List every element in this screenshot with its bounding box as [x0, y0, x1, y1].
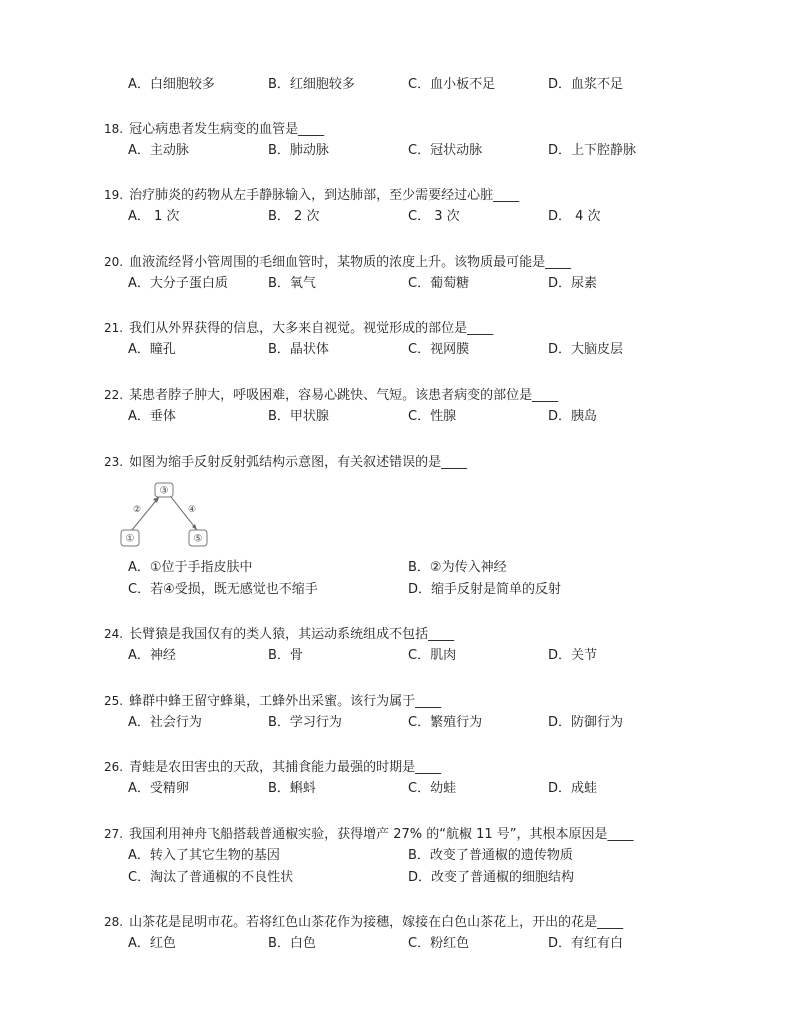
option-d[interactable]: D．关节 — [548, 648, 598, 663]
option-b[interactable]: B．晶状体 — [268, 342, 329, 357]
option-a[interactable]: A．主动脉 — [128, 143, 189, 158]
question-text: 冠心病患者发生病变的血管是____ — [129, 122, 325, 137]
question-stem — [104, 758, 441, 777]
edge-4-label: ④ — [187, 505, 197, 515]
question-stem — [104, 253, 571, 272]
option-d[interactable]: D． 4 次 — [548, 209, 601, 224]
question-stem — [104, 386, 558, 405]
question-number: 26. — [104, 760, 124, 774]
option-b[interactable]: B． 2 次 — [268, 209, 320, 224]
reflex-arc-diagram — [115, 480, 215, 552]
option-c[interactable]: C．性腺 — [408, 409, 457, 424]
question-number: 21. — [104, 321, 124, 335]
option-d[interactable]: D．改变了普通椒的细胞结构 — [408, 870, 575, 885]
question-stem — [104, 625, 454, 644]
question-number: 22. — [104, 388, 124, 402]
question-number: 19. — [104, 188, 124, 202]
option-b[interactable]: B．肺动脉 — [268, 143, 329, 158]
option-b[interactable]: B．甲状腺 — [268, 409, 329, 424]
node-3-label: ③ — [159, 485, 169, 497]
option-d[interactable]: D．成蛙 — [548, 781, 598, 796]
option-a[interactable]: A．瞳孔 — [128, 342, 176, 357]
option-c[interactable]: C．血小板不足 — [408, 77, 496, 92]
edge-2-label: ② — [132, 505, 142, 515]
question-number: 28. — [104, 915, 124, 929]
option-d[interactable]: D．大脑皮层 — [548, 342, 624, 357]
question-text: 血液流经肾小管周围的毛细血管时，某物质的浓度上升。该物质最可能是____ — [129, 255, 572, 270]
option-a[interactable]: A．大分子蛋白质 — [128, 276, 228, 291]
option-c[interactable]: C．葡萄糖 — [408, 276, 470, 291]
option-d[interactable]: D．血浆不足 — [548, 77, 624, 92]
option-d[interactable]: D．胰岛 — [548, 409, 598, 424]
option-c[interactable]: C．幼蛙 — [408, 781, 457, 796]
node-5-label: ⑤ — [193, 533, 203, 545]
question-number: 24. — [104, 627, 124, 641]
option-b[interactable]: B．学习行为 — [268, 715, 342, 730]
question-number: 27. — [104, 827, 124, 841]
option-d[interactable]: D．上下腔静脉 — [548, 143, 637, 158]
option-c[interactable]: C．繁殖行为 — [408, 715, 483, 730]
option-a[interactable]: A． 1 次 — [128, 209, 180, 224]
node-5 — [189, 530, 207, 546]
question-stem — [104, 453, 467, 472]
question-text: 我国利用神舟飞船搭载普通椒实验，获得增产 27% 的“航椒 11 号”，其根本原因是____ — [129, 827, 634, 842]
question-text: 蜂群中蜂王留守蜂巢，工蜂外出采蜜。该行为属于____ — [129, 694, 442, 709]
option-a[interactable]: A．受精卵 — [128, 781, 189, 796]
option-b[interactable]: B．②为传入神经 — [408, 560, 507, 575]
option-c[interactable]: C．粉红色 — [408, 936, 470, 951]
option-a[interactable]: A．红色 — [128, 936, 176, 951]
option-a[interactable]: A．①位于手指皮肤中 — [128, 560, 253, 575]
question-stem — [104, 120, 324, 139]
option-d[interactable]: D．缩手反射是简单的反射 — [408, 582, 562, 597]
option-a[interactable]: A．转入了其它生物的基因 — [128, 848, 280, 863]
option-a[interactable]: A．垂体 — [128, 409, 176, 424]
option-a[interactable]: A．社会行为 — [128, 715, 202, 730]
question-number: 18. — [104, 122, 124, 136]
option-d[interactable]: D．防御行为 — [548, 715, 624, 730]
question-text: 山茶花是昆明市花。若将红色山茶花作为接穗，嫁接在白色山茶花上，开出的花是____ — [129, 915, 624, 930]
option-d[interactable]: D．有红有白 — [548, 936, 624, 951]
option-d[interactable]: D．尿素 — [548, 276, 598, 291]
question-text: 青蛙是农田害虫的天敌，其捕食能力最强的时期是____ — [129, 760, 442, 775]
node-1 — [121, 530, 139, 546]
option-c[interactable]: C．若④受损，既无感觉也不缩手 — [128, 582, 318, 597]
question-number: 23. — [104, 455, 124, 469]
option-b[interactable]: B．改变了普通椒的遗传物质 — [408, 848, 573, 863]
question-stem — [104, 692, 441, 711]
option-c[interactable]: C． 3 次 — [408, 209, 460, 224]
option-b[interactable]: B．骨 — [268, 648, 303, 663]
question-text: 治疗肺炎的药物从左手静脉输入，到达肺部，至少需要经过心脏____ — [129, 188, 520, 203]
question-stem — [104, 186, 519, 205]
question-number: 20. — [104, 255, 124, 269]
option-b[interactable]: B．白色 — [268, 936, 316, 951]
question-stem — [104, 319, 493, 338]
option-b[interactable]: B．蝌蚪 — [268, 781, 316, 796]
question-stem — [104, 825, 634, 844]
question-text: 我们从外界获得的信息，大多来自视觉。视觉形成的部位是____ — [129, 321, 494, 336]
option-c[interactable]: C．肌肉 — [408, 648, 457, 663]
option-c[interactable]: C．视网膜 — [408, 342, 470, 357]
option-a[interactable]: A．白细胞较多 — [128, 77, 215, 92]
option-a[interactable]: A．神经 — [128, 648, 176, 663]
option-b[interactable]: B．氧气 — [268, 276, 316, 291]
question-text: 如图为缩手反射反射弧结构示意图，有关叙述错误的是____ — [129, 455, 468, 470]
question-number: 25. — [104, 694, 124, 708]
node-1-label: ① — [125, 533, 135, 545]
question-text: 长臂猿是我国仅有的类人猿，其运动系统组成不包括____ — [129, 627, 455, 642]
question-text: 某患者脖子肿大，呼吸困难，容易心跳快、气短。该患者病变的部位是____ — [129, 388, 559, 403]
option-b[interactable]: B．红细胞较多 — [268, 77, 355, 92]
option-c[interactable]: C．冠状动脉 — [408, 143, 483, 158]
question-stem — [104, 913, 623, 932]
node-3 — [155, 483, 173, 497]
option-c[interactable]: C．淘汰了普通椒的不良性状 — [128, 870, 294, 885]
